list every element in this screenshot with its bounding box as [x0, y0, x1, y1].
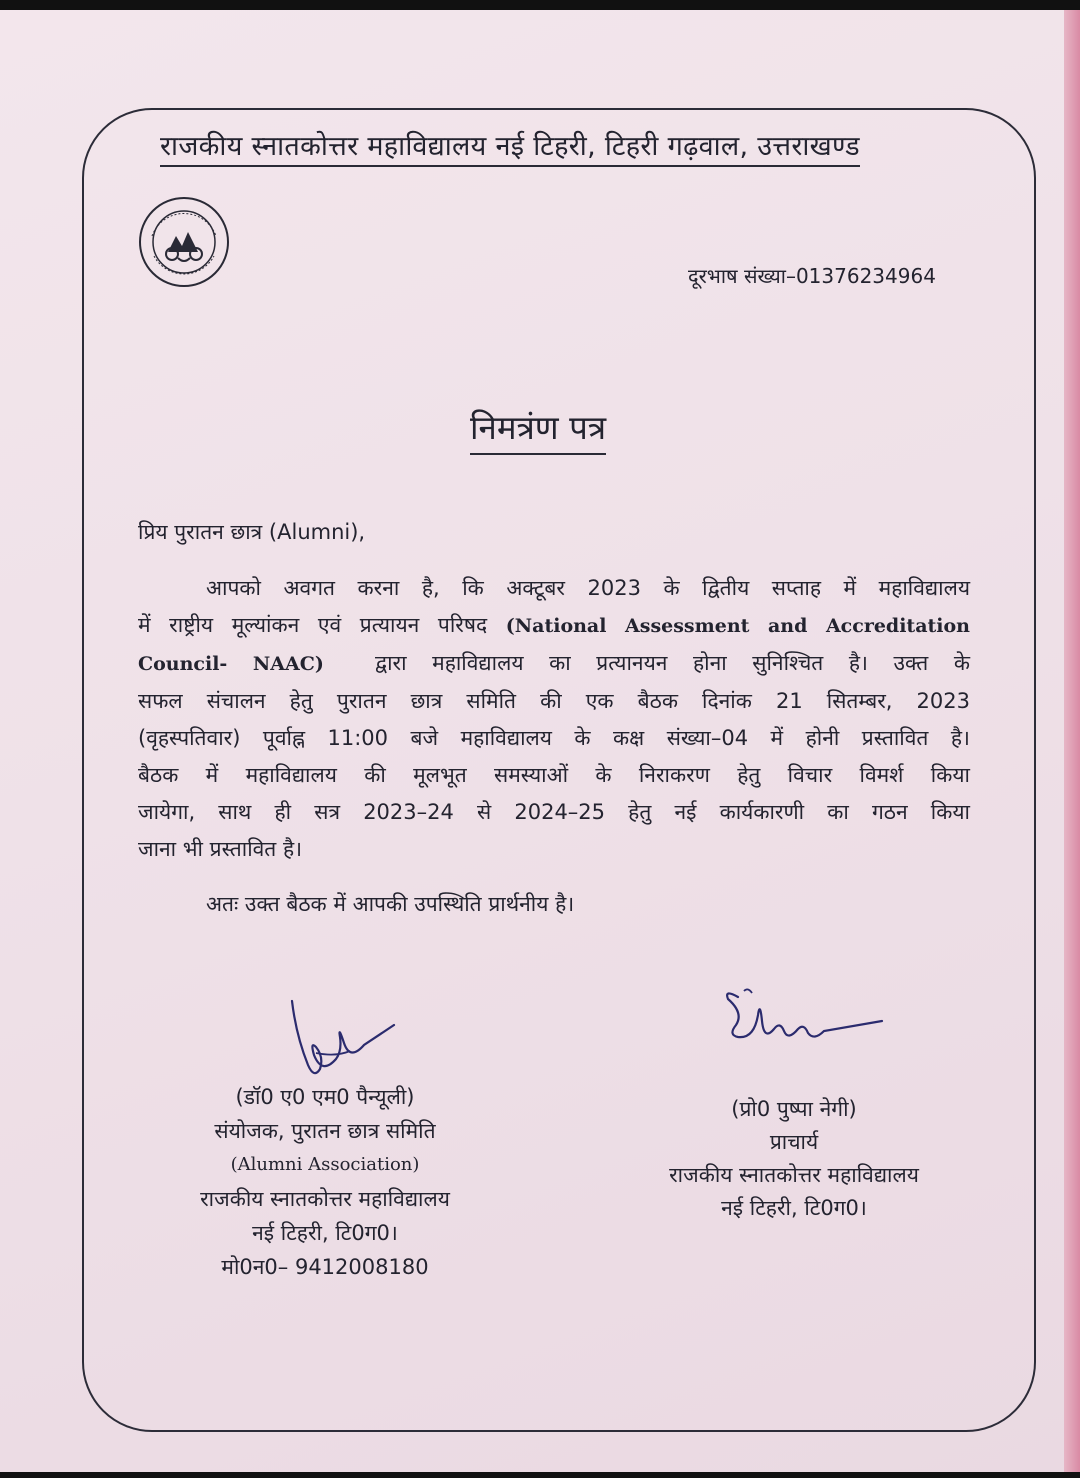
left-signatory-place: नई टिहरी, टि0ग0। [252, 1221, 398, 1245]
left-signatory-college: राजकीय स्नातकोत्तर महाविद्यालय [200, 1187, 450, 1211]
left-signatory-mobile: मो0न0– 9412008180 [221, 1255, 429, 1279]
body-line-3 [138, 645, 970, 683]
body-line-1: आपको अवगत करना है, कि अक्टूबर 2023 के द्वितीय सप्ताह में महाविद्यालय [206, 576, 970, 600]
right-signatory-college: राजकीय स्नातकोत्तर महाविद्यालय [669, 1163, 919, 1187]
left-signatory-name: (डॉ0 ए0 एम0 पैन्यूली) [235, 1085, 415, 1109]
left-signatory-block [140, 1080, 510, 1284]
body-line-8: जाना भी प्रस्तावित है। [138, 837, 303, 861]
body-line-3a: Council- NAAC) [138, 653, 324, 675]
left-signatory-designation: संयोजक, पुरातन छात्र समिति [214, 1119, 436, 1143]
paper-edge [1064, 10, 1080, 1472]
body-line-3b: द्वारा महाविद्यालय का प्रत्यानयन होना सुनिश्चित है। उक्त के [375, 651, 971, 675]
college-heading: राजकीय स्नातकोत्तर महाविद्यालय नई टिहरी, टिहरी गढ़वाल, उत्तराखण्ड [160, 126, 860, 167]
letter-title: निमत्रंण पत्र [470, 404, 606, 455]
letter-body [138, 570, 970, 868]
body-line-5: (वृहस्पतिवार) पूर्वाह्न 11:00 बजे महाविद्यालय के कक्ष संख्या–04 में होनी प्रस्तावित है। [138, 726, 970, 750]
right-signature-icon [718, 985, 888, 1065]
body-line-7: जायेगा, साथ ही सत्र 2023–24 से 2024–25 हेतु नई कार्यकारणी का गठन किया [138, 800, 970, 824]
body-line-2b: (National Assessment and Accreditation [505, 615, 970, 637]
college-seal-icon [138, 196, 230, 288]
left-signatory-association: (Alumni Association) [230, 1154, 420, 1175]
closing-line: अतः उक्त बैठक में आपकी उपस्थिति प्रार्थनीय है। [206, 892, 575, 916]
body-line-4: सफल संचालन हेतु पुरातन छात्र समिति की एक बैठक दिनांक 21 सितम्बर, 2023 [138, 689, 970, 713]
right-signatory-name: (प्रो0 पुष्पा नेगी) [731, 1097, 857, 1121]
right-signatory-place: नई टिहरी, टि0ग0। [721, 1196, 867, 1220]
body-line-6: बैठक में महाविद्यालय की मूलभूत समस्याओं के निराकरण हेतु विचार विमर्श किया [138, 763, 970, 787]
phone-number: दूरभाष संख्या–01376234964 [688, 264, 936, 288]
right-signatory-designation: प्राचार्य [769, 1130, 819, 1154]
salutation: प्रिय पुरातन छात्र (Alumni), [138, 520, 366, 544]
body-line-2a: में राष्ट्रीय मूल्यांकन एवं प्रत्यायन परिषद [138, 613, 488, 637]
body-line-2 [138, 607, 970, 645]
right-signatory-block [620, 1093, 968, 1225]
